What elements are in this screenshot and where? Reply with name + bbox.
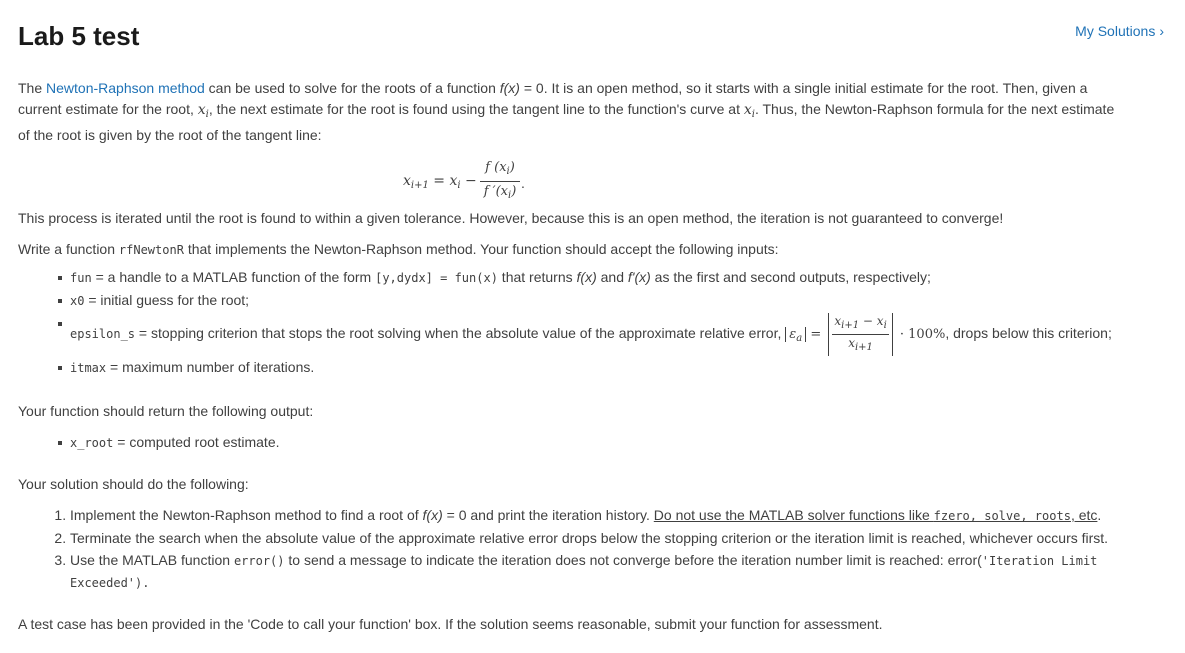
list-item: epsilon_s = stopping criterion that stops the root solving when the absolute value of the approximate relative error, $\varepsilon_a$ = $\frac{x_{i+1} - x_i}{x_{i+1}}$ · 100%, drops below this criterion; — [18, 313, 1123, 356]
test-case-paragraph: A test case has been provided in the 'Code to call your function' box. If the solution seems reasonable, submit your function for assessment. — [18, 616, 883, 633]
list-item: fun = a handle to a MATLAB function of the form [y,dydx] = fun(x) that returns f(x) and f'(x) as the first and second outputs, respectively; — [18, 267, 1123, 289]
my-solutions-link[interactable] — [1075, 21, 1164, 42]
math-xi: $x_i$ — [743, 102, 755, 120]
page-title: Lab 5 test — [18, 21, 140, 51]
relative-error-fraction: $\frac{x_{i+1} - x_i}{x_{i+1}}$ — [828, 313, 892, 356]
chevron-right-icon: › — [1159, 23, 1164, 39]
my-solutions-label: My Solutions — [1075, 23, 1156, 39]
solution-paragraph: Your solution should do the following: — [18, 476, 249, 493]
inputs-list — [18, 267, 1123, 379]
newton-raphson-formula — [18, 158, 1123, 202]
intro-fx: f(x) — [499, 80, 520, 96]
formula-lhs: $x_{i+1} = x_i$ − — [403, 173, 477, 191]
list-item: 1. Implement the Newton-Raphson method to find a root of f(x) = 0 and print the iteration history. Do not use the MATLAB solver functions like fzero, solve, roots, etc. — [70, 505, 1123, 527]
abs-relative-error: $\varepsilon_a$ — [785, 327, 806, 342]
intro-paragraph — [18, 78, 1123, 146]
intro-text: The — [18, 80, 47, 96]
write-function-paragraph: Write a function rfNewtonR that implements the Newton-Raphson method. Your function should accept the following inputs: — [18, 241, 779, 257]
list-item: x0 = initial guess for the root; — [18, 290, 1123, 312]
newton-raphson-link[interactable]: Newton-Raphson method — [46, 80, 205, 96]
list-item: 3. Use the MATLAB function error() to send a message to indicate the iteration does not converge before the iteration number limit is reached: error('Iteration Limit Exceeded'). — [70, 550, 1123, 594]
outputs-list — [18, 432, 1123, 454]
list-item: 2. Terminate the search when the absolute value of the approximate relative error drops below the stopping criterion or the iteration limit is reached, whichever occurs first. — [70, 528, 1123, 549]
formula-period: . — [521, 175, 525, 191]
formula-fraction — [480, 158, 520, 205]
intro-text: , the next estimate for the root is found using the tangent line to the function's curve at — [208, 101, 744, 117]
steps-list — [18, 505, 1123, 594]
intro-text: . Thus, the Newton-Raphson formula for the next estimate of the root is given by the root of the tangent line: — [18, 101, 1115, 143]
function-name: rfNewtonR — [118, 243, 184, 257]
output-paragraph: Your function should return the following output: — [18, 403, 314, 420]
list-item: itmax = maximum number of iterations. — [18, 357, 1123, 379]
formula-denominator: f $'(x_i)$ — [483, 184, 517, 201]
problem-description — [18, 78, 1123, 635]
math-xi: $x_i$ — [197, 102, 209, 120]
intro-text: = 0. It is an open method, so it starts with a single initial estimate for the root. Then, given a current estimate for the root, — [18, 80, 1088, 117]
list-item: x_root = computed root estimate. — [18, 432, 1123, 454]
formula-numerator: f $(x_i)$ — [480, 158, 520, 182]
intro-text: can be used to solve for the roots of a function — [204, 80, 500, 96]
iteration-paragraph: This process is iterated until the root is found to within a given tolerance. However, because this is an open method, the iteration is not guaranteed to converge! — [18, 210, 1004, 226]
